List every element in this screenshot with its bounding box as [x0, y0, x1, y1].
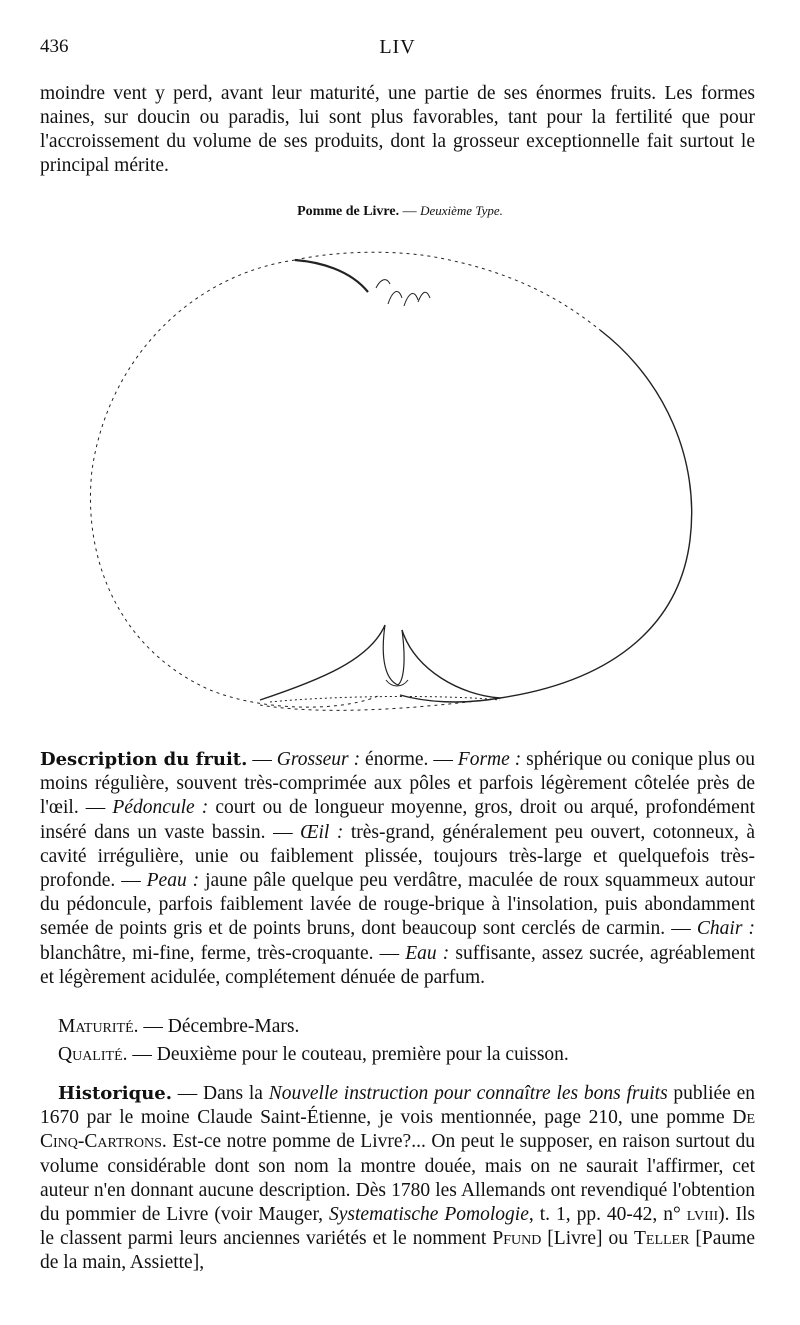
qualite-label: Qualité.: [58, 1044, 128, 1065]
calyx-lobe-4: [418, 292, 430, 302]
forme-label: Forme :: [457, 749, 522, 770]
qualite-line: [40, 1043, 773, 1067]
stalk-left: [383, 625, 398, 685]
running-title: LIV: [379, 36, 416, 58]
text-run: —: [247, 749, 277, 770]
variety-name-teller: Teller: [633, 1228, 690, 1250]
figure-dash: —: [399, 204, 421, 219]
maturite-label: Maturité.: [58, 1016, 139, 1037]
page-number: 436: [40, 36, 69, 57]
qualite-text: — Deuxième pour le couteau, première pour la cuisson.: [127, 1044, 569, 1065]
text-run: [Paume de la main, Assiette],: [40, 1228, 756, 1274]
variety-name-pfund: Pfund: [492, 1228, 542, 1250]
maturite-text: — Décembre-Mars.: [138, 1016, 300, 1037]
text-run: [Livre] ou: [541, 1228, 634, 1250]
historique-paragraph: [40, 1082, 755, 1276]
peau-text: jaune pâle quelque peu verdâtre, maculée de roux squammeux autour du pédoncule, parfois faiblement lavée de rouge-brique à l'insolation, puis abondamment semée de points gris et de points bruns, dont beaucoup sont cerclés de carmin. —: [40, 870, 755, 940]
variety-name-cinq-cartrons: De Cinq-Cartrons: [40, 1107, 755, 1153]
text-run: publiée en 1670 par le moine Claude Saint-Étienne, je vois mentionnée, page 210, une pomme: [40, 1083, 756, 1129]
description-paragraph: [40, 748, 755, 990]
intro-paragraph: moindre vent y perd, avant leur maturité, une partie de ses énormes fruits. Les formes naines, sur doucin ou paradis, lui sont plus favorables, tant pour la fertilité que pour l'accroissement du volume de ses produits, dont la grosseur exceptionnelle fait surtout le principal mérite.: [40, 83, 755, 176]
maturite-line: [40, 1015, 773, 1039]
calyx-lobe-2: [388, 291, 402, 304]
figure-title: Pomme de Livre.: [297, 204, 400, 219]
eau-text: suffisante, assez sucrée, agréablement et légèrement acidulée, complétement dénuée de parfum.: [40, 942, 755, 988]
eau-label: Eau :: [405, 942, 450, 964]
peau-label: Peau :: [146, 870, 200, 892]
grosseur-text: énorme. —: [360, 749, 458, 770]
basin-right: [402, 630, 500, 698]
historique-heading: Historique.: [58, 1083, 173, 1104]
apple-outline-illustration: [80, 240, 720, 720]
book-title-2: Systematische Pomologie: [329, 1204, 529, 1226]
book-title-1: Nouvelle instruction pour connaître les bons fruits: [268, 1083, 668, 1104]
text-run: ). Ils le classent parmi leurs anciennes variétés et le nomment: [40, 1204, 755, 1250]
basin-floor: [270, 696, 500, 702]
chair-label: Chair :: [696, 918, 755, 940]
page-header: [40, 36, 755, 64]
stalk-right: [398, 630, 404, 685]
pedoncule-label: Pédoncule :: [112, 797, 209, 819]
text-run: , t. 1, pp. 40-42, n°: [528, 1204, 687, 1226]
apple-outline-top: [295, 252, 600, 330]
calyx-lobe-3: [404, 293, 418, 306]
basin-left: [260, 625, 385, 700]
oeil-label: Œil :: [300, 821, 344, 843]
text-run: — Dans la: [172, 1083, 269, 1104]
text-run: . Est-ce notre pomme de Livre?... On peut le supposer, en raison surtout du volume considérable dont son nom la montre douée, mais on ne saurait l'affirmer, cet auteur n'en donnant aucune description. Dès 1780 les Allemands ont revendiqué l'obtention du pommier de Livre (voir Mauger,: [40, 1131, 755, 1226]
calyx-lobe-1: [376, 280, 390, 288]
grosseur-label: Grosseur :: [276, 749, 361, 770]
roman-numeral: lviii: [686, 1204, 719, 1226]
oeil-text: très-grand, généralement peu ouvert, cotonneux, à cavité irrégulière, unie ou faiblement plissée, toujours très-large et quelquefois très-profonde. —: [40, 821, 755, 892]
apple-outline-left: [90, 260, 380, 707]
stalk-cavity: [295, 260, 368, 292]
pedoncule-text: court ou de longueur moyenne, gros, droit ou arqué, profondément inséré dans un vaste bassin. —: [40, 797, 755, 843]
figure-subtitle: Deuxième Type.: [420, 203, 503, 218]
apple-outline-right: [400, 330, 692, 702]
chair-text: blanchâtre, mi-fine, ferme, très-croquante. —: [40, 942, 406, 964]
forme-text: sphérique ou conique plus ou moins régulière, souvent très-comprimée aux pôles et parfois légèrement côtelée près de l'œil. —: [40, 749, 755, 819]
description-heading: Description du fruit.: [40, 749, 248, 770]
figure-caption: [0, 203, 800, 220]
